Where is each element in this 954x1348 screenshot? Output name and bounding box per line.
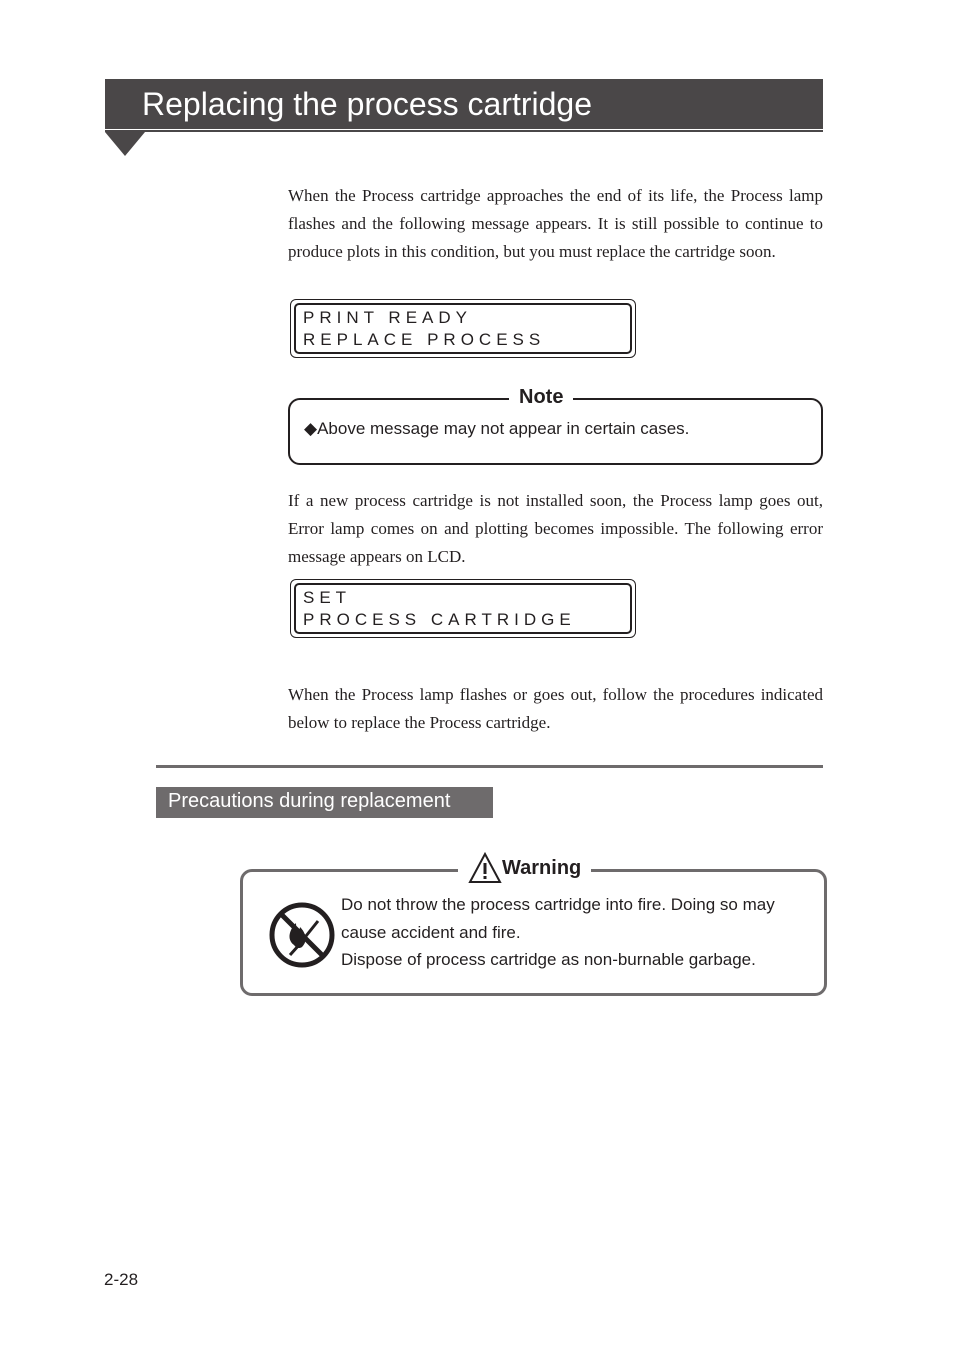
lcd-display-replace-process	[290, 299, 636, 358]
lcd-display-set-cartridge	[290, 579, 636, 638]
lcd-line-1: SET	[303, 588, 352, 607]
note-title: Note	[509, 386, 573, 409]
warning-line-3: Dispose of process cartridge as non-burnable garbage.	[341, 950, 756, 969]
section-divider	[156, 765, 823, 768]
intro-paragraph: When the Process cartridge approaches the end of its life, the Process lamp flashes and the following message appears. It is still possible to continue to produce plots in this condition, but you must replace the cartridge soon.	[288, 186, 823, 261]
warning-line-2: cause accident and fire.	[341, 923, 521, 942]
warning-triangle-icon	[468, 852, 502, 884]
note-text	[304, 419, 689, 439]
page-title: Replacing the process cartridge	[142, 86, 593, 122]
warning-title	[458, 852, 591, 884]
section-heading: Precautions during replacement	[168, 790, 451, 812]
lcd-line-1: PRINT READY	[303, 308, 472, 327]
follow-paragraph: When the Process lamp flashes or goes out, follow the procedures indicated below to replace the Process cartridge.	[288, 685, 823, 732]
title-underline	[105, 130, 823, 132]
warning-title-text: Warning	[502, 856, 582, 879]
note-message: Above message may not appear in certain cases.	[317, 419, 690, 438]
lcd-line-2: PROCESS CARTRIDGE	[303, 610, 576, 629]
no-fire-icon	[268, 901, 336, 969]
error-paragraph: If a new process cartridge is not installed soon, the Process lamp goes out, Error lamp comes on and plotting becomes impossible. The following error message appears on LCD.	[288, 491, 823, 566]
lcd-line-2: REPLACE PROCESS	[303, 330, 546, 349]
title-triangle-marker	[105, 132, 145, 156]
warning-line-1: Do not throw the process cartridge into fire. Doing so may	[341, 895, 775, 914]
page-number: 2-28	[104, 1270, 139, 1289]
diamond-bullet-icon: ◆	[304, 419, 318, 438]
